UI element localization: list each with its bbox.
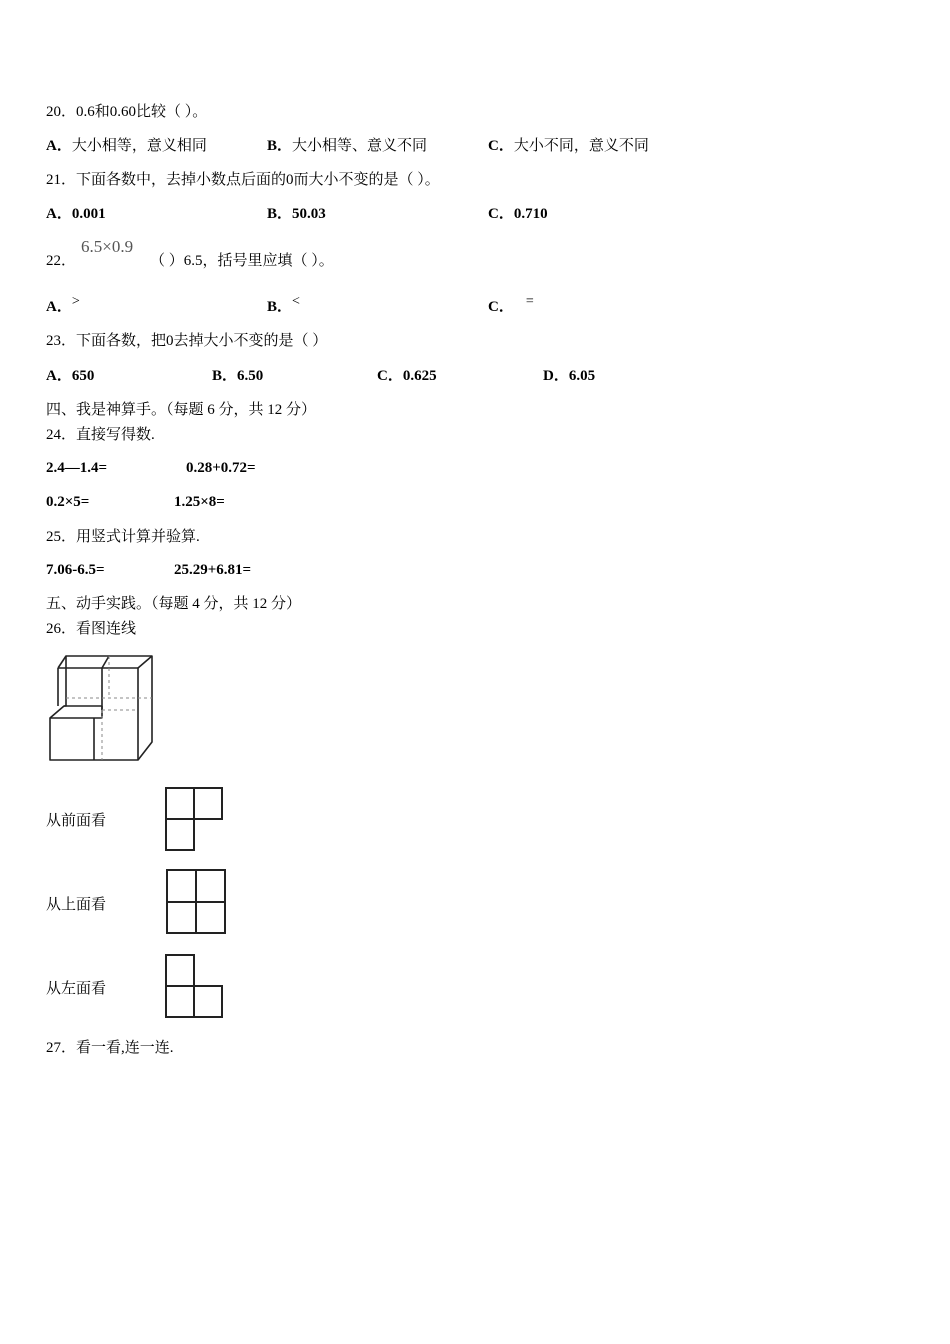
question-26-stem: 26．看图连线 [46, 621, 137, 637]
front-view-grid[interactable] [164, 786, 226, 852]
view-label-left: 从左面看 [46, 981, 107, 997]
option-label: B． [267, 206, 293, 222]
option-label: D． [543, 368, 569, 384]
q24-expression: 0.2×5= [46, 494, 90, 510]
question-22-stem: （ ）6.5，括号里应填（ ）。 [150, 253, 334, 269]
q20-option-b[interactable] [267, 136, 427, 156]
option-text: 0.710 [513, 206, 548, 222]
question-21-stem: 21．下面各数中，去掉小数点后面的0而大小不变的是（ ）。 [46, 172, 440, 188]
q20-option-c[interactable] [488, 136, 649, 156]
question-25-stem: 25．用竖式计算并验算. [46, 529, 200, 545]
option-label: C． [488, 138, 514, 154]
cube-solid-figure [44, 650, 159, 770]
q23-option-d[interactable] [543, 366, 595, 386]
q21-option-c[interactable] [488, 204, 548, 224]
option-label: A． [46, 368, 72, 384]
option-label: A． [46, 138, 72, 154]
section-4-heading: 四、我是神算手。（每题 6 分，共 12 分） [46, 402, 317, 418]
option-label: B． [212, 368, 238, 384]
question-23-stem: 23．下面各数，把0去掉大小不变的是（ ） [46, 333, 328, 349]
option-text: 大小相等，意义相同 [71, 138, 207, 154]
top-view-grid[interactable] [165, 868, 229, 936]
option-label: A． [46, 299, 72, 315]
view-label-top: 从上面看 [46, 897, 107, 913]
q22-option-b[interactable] [267, 294, 300, 318]
q21-option-a[interactable] [46, 204, 106, 224]
q24-expression: 0.28+0.72= [186, 460, 256, 476]
q25-expression: 7.06-6.5= [46, 562, 105, 578]
view-label-front: 从前面看 [46, 813, 107, 829]
q22-formula: 6.5×0.9 [81, 237, 134, 256]
option-text: 大小相等、意义不同 [292, 138, 428, 154]
option-label: C． [488, 206, 514, 222]
q24-expression: 1.25×8= [174, 494, 225, 510]
option-text: 大小不同，意义不同 [513, 138, 649, 154]
option-label: C． [377, 368, 403, 384]
option-text: 650 [71, 368, 95, 384]
option-text: < [292, 294, 300, 309]
q22-option-c[interactable] [488, 294, 534, 318]
q23-option-c[interactable] [377, 366, 437, 386]
option-text: 0.001 [71, 206, 106, 222]
option-label: C． [488, 299, 514, 315]
q22-option-a[interactable] [46, 294, 80, 318]
option-text: > [71, 294, 80, 309]
question-24-stem: 24．直接写得数. [46, 427, 155, 443]
option-label: A． [46, 206, 72, 222]
q21-option-b[interactable] [267, 204, 326, 224]
option-text: 50.03 [292, 206, 326, 222]
q20-option-a[interactable] [46, 136, 207, 156]
q25-expression: 25.29+6.81= [174, 562, 252, 578]
q24-expression: 2.4—1.4= [46, 460, 108, 476]
q23-option-b[interactable] [212, 366, 263, 386]
option-text: 6.05 [568, 368, 596, 384]
q23-option-a[interactable] [46, 366, 94, 386]
option-text: = [525, 294, 534, 309]
option-label: B． [267, 299, 293, 315]
option-text: 6.50 [237, 368, 264, 384]
question-27-stem: 27．看一看,连一连. [46, 1040, 174, 1056]
option-text: 0.625 [402, 368, 437, 384]
option-label: B． [267, 138, 293, 154]
section-5-heading: 五、动手实践。（每题 4 分，共 12 分） [46, 596, 302, 612]
question-22-number: 22． [46, 253, 77, 269]
left-view-grid[interactable] [164, 953, 226, 1021]
question-20-stem: 20．0.6和0.60比较（ ）。 [46, 104, 208, 120]
